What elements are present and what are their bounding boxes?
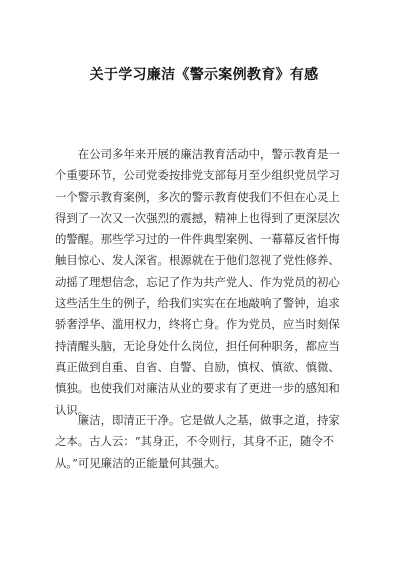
paragraph-line: 认识。: [55, 402, 90, 417]
paragraph-line: 真正做到自重、自省、自警、自励，慎权、慎欲、慎微、: [55, 359, 340, 374]
paragraph-2: [55, 410, 355, 474]
paragraph-line: 骄奢浮华、滥用权力，终将亡身。作为党员，应当时刻保: [55, 317, 340, 332]
paragraph-line: 的警醒。那些学习过的一件件典型案例、一幕幕反省忏悔: [55, 232, 340, 247]
paragraph-line: 在公司多年来开展的廉洁教育活动中，警示教育是一: [77, 147, 340, 161]
paragraph-line: 得到了一次又一次强烈的震撼，精神上也得到了更深层次: [55, 210, 340, 225]
document-title: 关于学习廉洁《警示案例教育》有感: [89, 67, 319, 83]
paragraph-line: 慎独。也使我们对廉洁从业的要求有了更进一步的感知和: [55, 381, 340, 396]
paragraph-line: 动摇了理想信念，忘记了作为共产党人、作为党员的初心: [55, 274, 340, 289]
paragraph-line: 一个警示教育案例，多次的警示教育使我们不但在心灵上: [55, 189, 340, 204]
paragraph-line: 从。”可见廉洁的正能量何其强大。: [55, 455, 226, 470]
paragraph-line: 持清醒头脑，无论身处什么岗位，担任何种职务，都应当: [55, 338, 340, 353]
paragraph-line: 触目惊心、发人深省。根源就在于他们忽视了党性修养、: [55, 253, 340, 268]
paragraph-line: 这些活生生的例子，给我们实实在在地敲响了警钟，追求: [55, 296, 340, 311]
paragraph-line: 廉洁，即清正干净。它是做人之基，做事之道，持家: [77, 413, 340, 427]
paragraph-line: 之本。古人云：“其身正，不令则行，其身不正，随令不: [55, 434, 335, 449]
paragraph-1: [55, 144, 355, 421]
paragraph-line: 个重要环节，公司党委按排党支部每月至少组织党员学习: [55, 168, 340, 183]
